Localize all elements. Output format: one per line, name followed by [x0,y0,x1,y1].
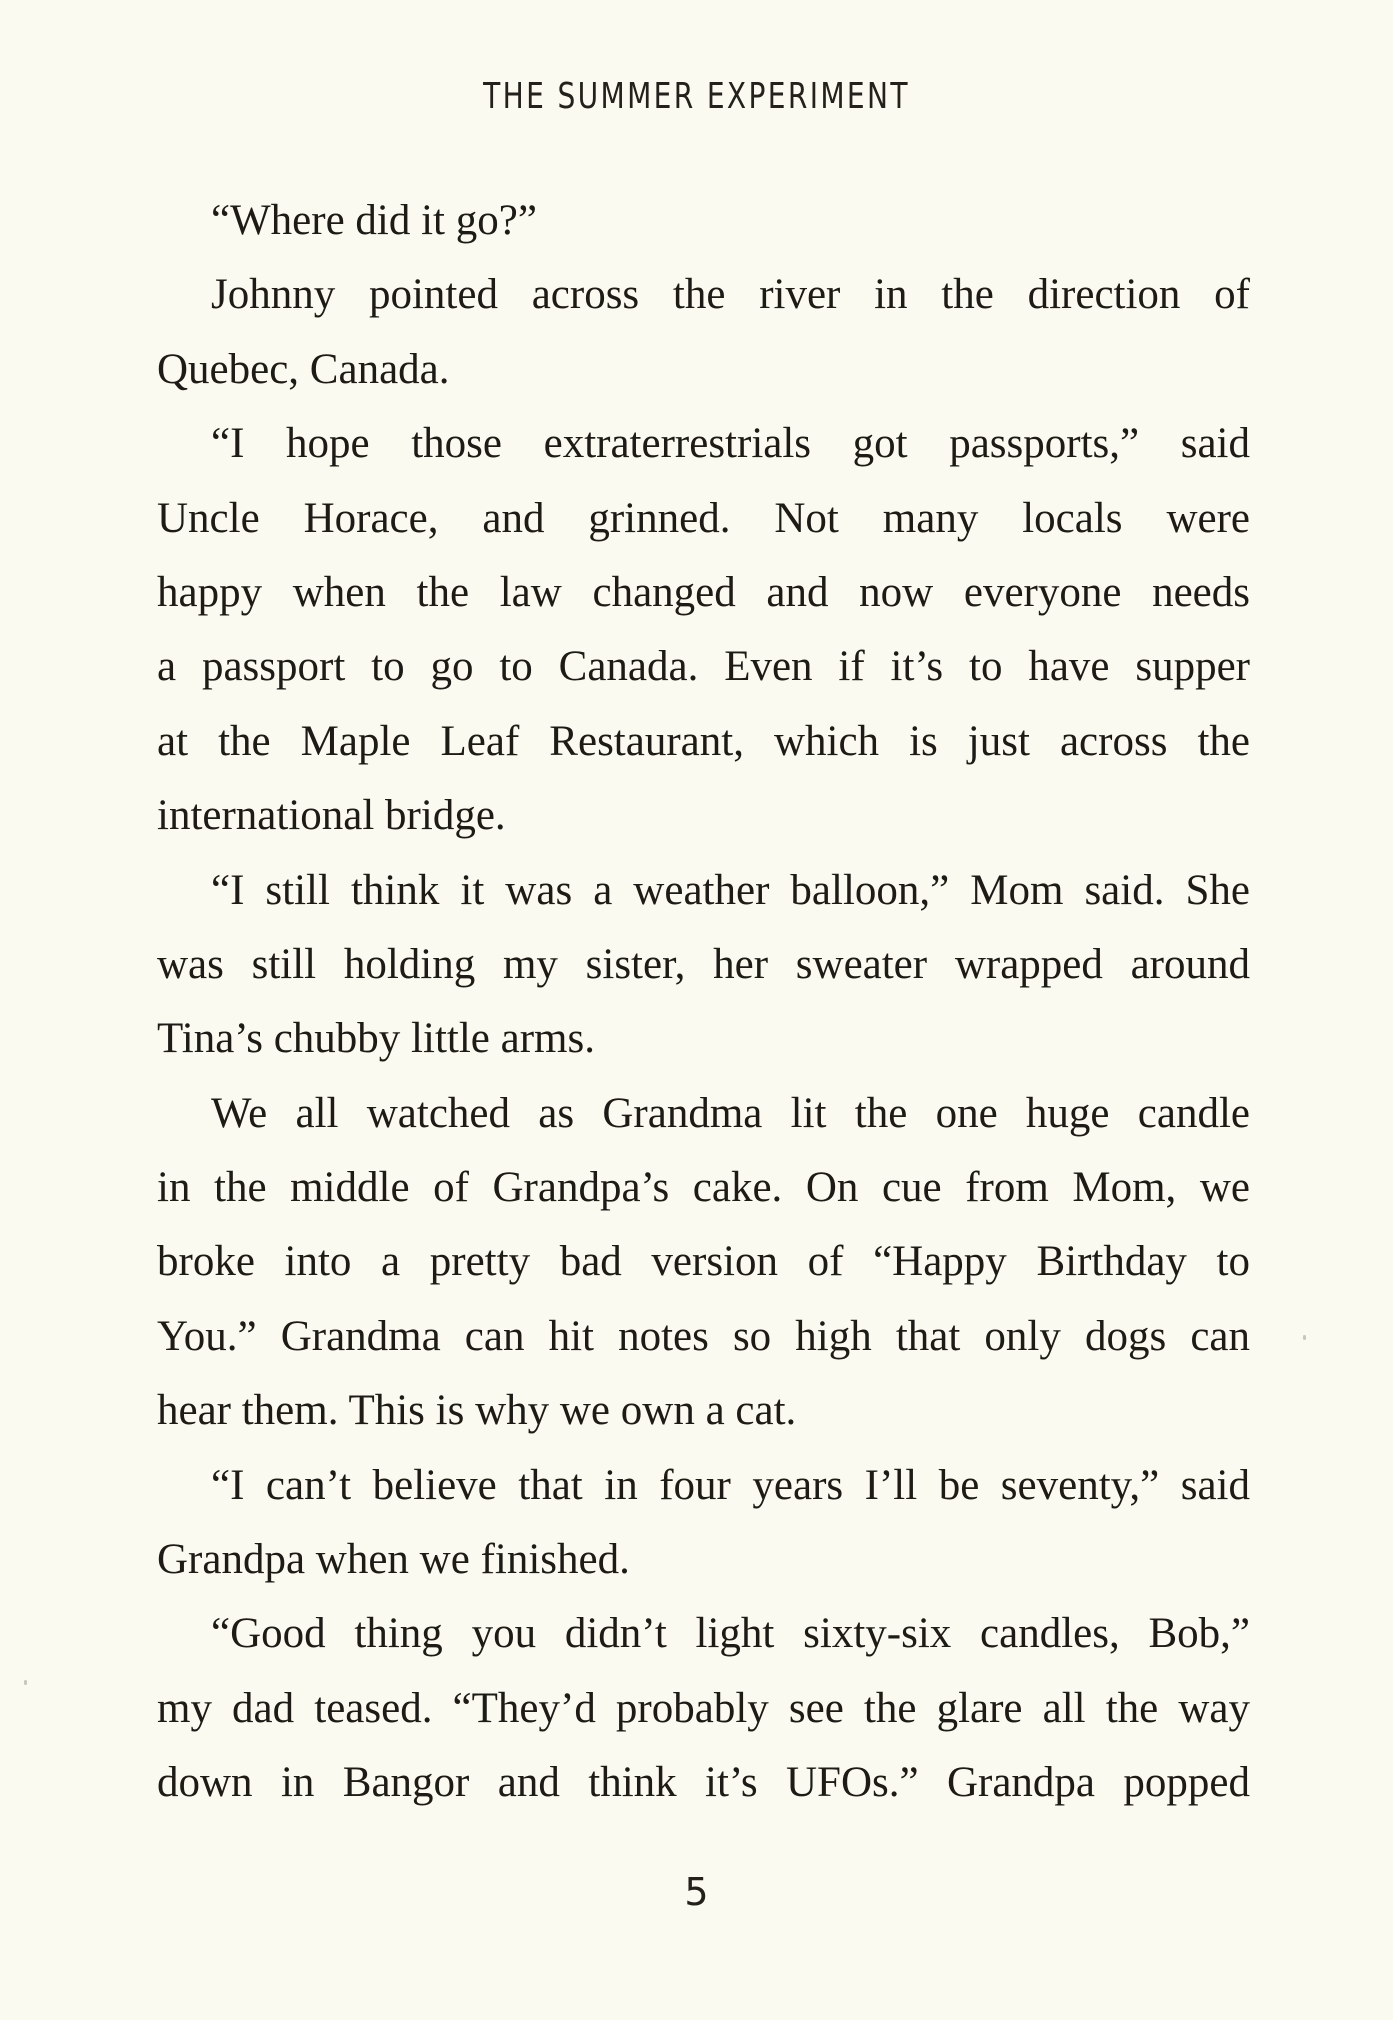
running-head: THE SUMMER EXPERIMENT [483,76,910,117]
paper-speck [1303,1335,1306,1340]
text-line: Johnny pointed across the river in the direction of [211,271,1250,319]
text-line: was still holding my sister, her sweater wrapped around [157,940,1250,988]
paragraph-4 [157,854,1250,1077]
page-number: 5 [684,1870,709,1914]
paragraph-3 [157,407,1250,853]
text-line: “Where did it go?” [211,197,537,244]
paragraph-7 [157,1597,1250,1820]
text-line: “I can’t believe that in four years I’ll be seventy,” said [211,1461,1250,1509]
text-line: happy when the law changed and now everyone needs [157,568,1250,616]
text-line: down in Bangor and think it’s UFOs.” Grandpa popped [157,1759,1250,1807]
paragraph-1 [157,184,1250,258]
text-line: You.” Grandma can hit notes so high that only dogs can [157,1312,1250,1360]
text-line: at the Maple Leaf Restaurant, which is just across the [157,717,1250,765]
text-line: “Good thing you didn’t light sixty-six candles, Bob,” [211,1610,1250,1658]
text-line: Grandpa when we finished. [157,1536,630,1584]
text-line: in the middle of Grandpa’s cake. On cue from Mom, we [157,1164,1250,1212]
text-line: “I hope those extraterrestrials got passports,” said [211,420,1250,468]
text-line: broke into a pretty bad version of “Happy Birthday to [157,1238,1250,1286]
paragraph-2 [157,258,1250,407]
paragraph-6 [157,1449,1250,1598]
text-line: a passport to go to Canada. Even if it’s to have supper [157,643,1250,691]
text-line: “I still think it was a weather balloon,” Mom said. She [211,866,1250,914]
text-line: international bridge. [157,792,506,840]
paragraph-5 [157,1077,1250,1449]
text-line: Uncle Horace, and grinned. Not many locals were [157,494,1250,542]
text-line: Quebec, Canada. [157,345,450,393]
text-line: We all watched as Grandma lit the one huge candle [211,1089,1250,1137]
body-text [157,184,1250,1821]
text-line: hear them. This is why we own a cat. [157,1387,797,1435]
text-line: my dad teased. “They’d probably see the glare all the way [157,1684,1250,1732]
text-line: Tina’s chubby little arms. [157,1015,595,1063]
paper-speck [24,1680,27,1685]
